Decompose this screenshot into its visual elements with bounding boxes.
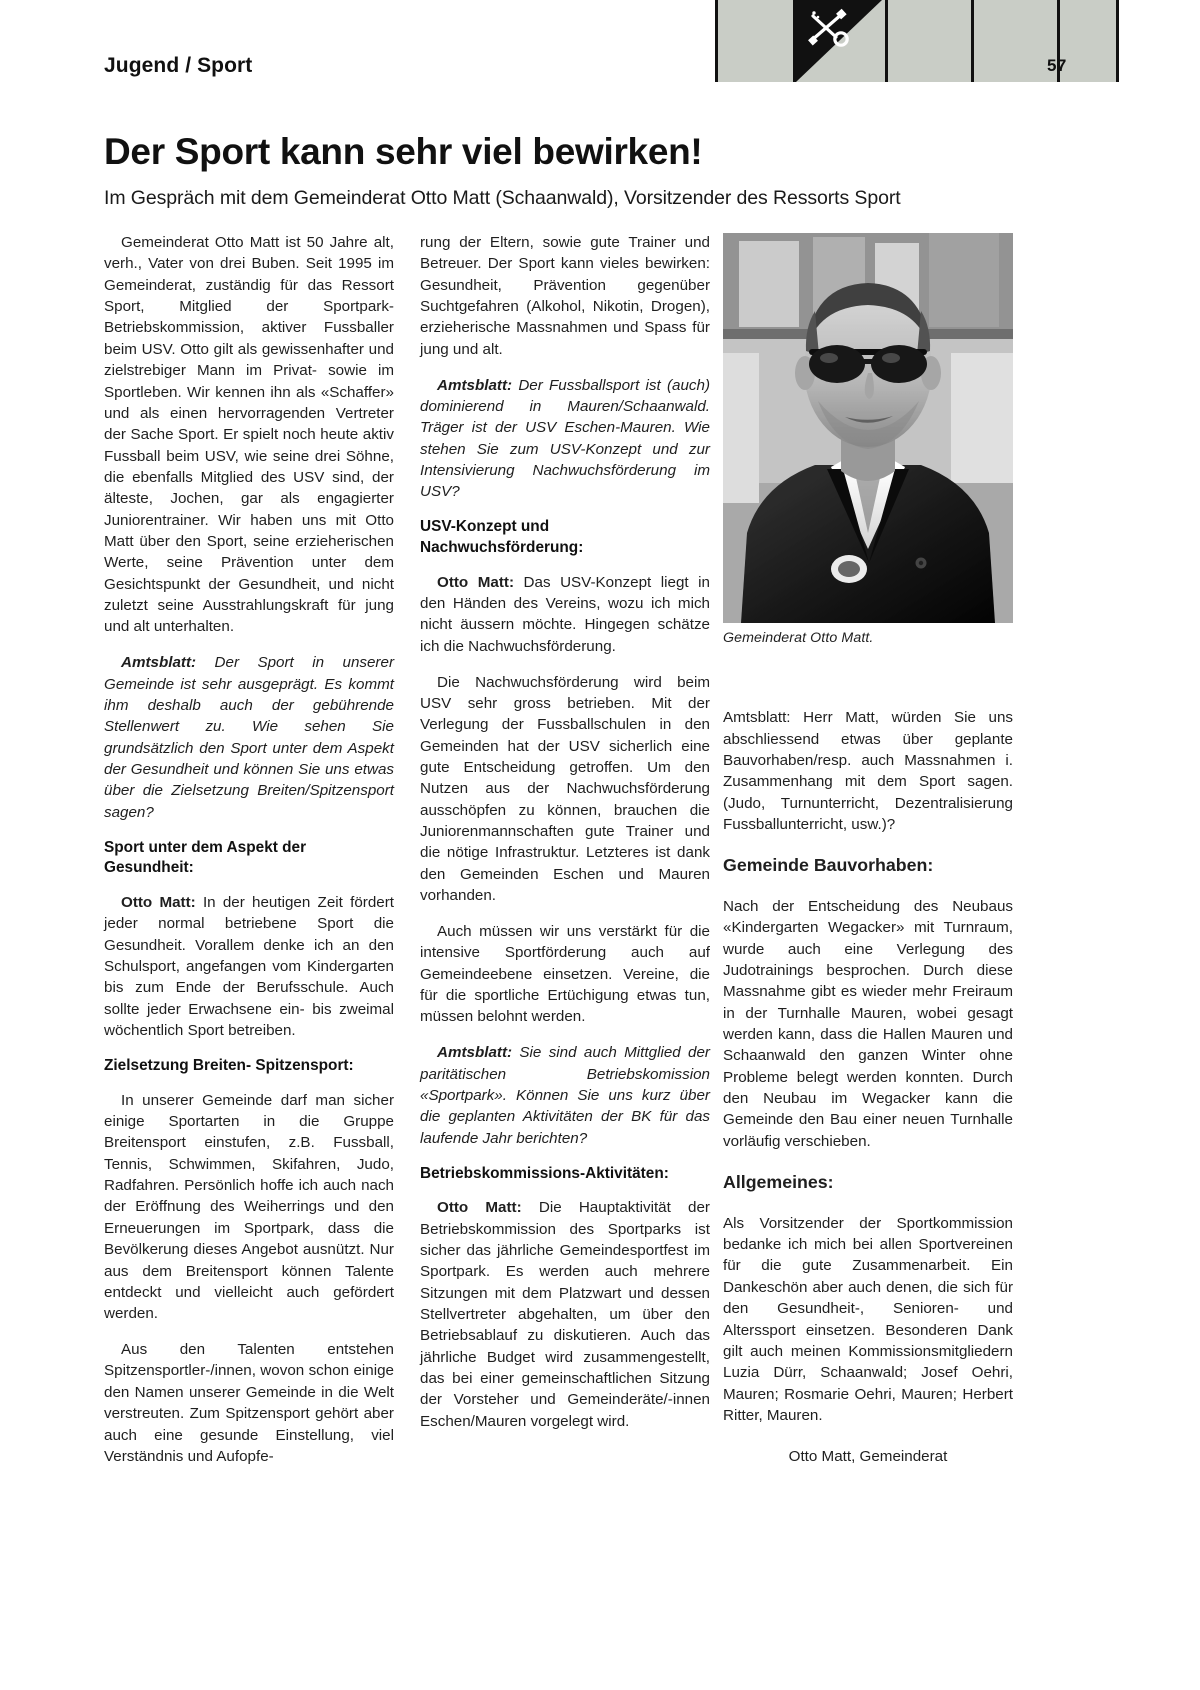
section-heading: Betriebskommissions-Aktivitäten:	[420, 1164, 669, 1182]
article-signature: Otto Matt, Gemeinderat	[788, 1448, 948, 1466]
paragraph: In unserer Gemeinde darf man sicher einige Sportarten in die Gruppe Breitensport einstufen, z.B. Fussball, Tennis, Schwimmen, Skifahren, Judo, Radfahren. Persönlich hoffe ich auch nach der Eröffnung des Weiherrings und den Erneuerungen im Sportpark, dass die Bevölkerung dieses Angebot ausnützt. Nur aus dem Breitensport können Talente entdeckt und vielleicht auch gefördert werden.	[104, 1091, 394, 1323]
paragraph: Nach der Entscheidung des Neubaus «Kindergarten Wegacker» mit Turnraum, wurde auch eine Verlegung des Judotrainings besprochen. Durch diese Massnahme gibt es wieder mehr Freiraum in der Turnhalle Mauren, wobei gesagt werden kann, dass die Hallen Mauren und Schaanwald den ganzen Winter ohne Probleme belegt werden konnten. Durch den Neubau im Wegacker kann die Gemeinde den Bau einer neuen Turnhalle vorläufig verschieben.	[723, 897, 1013, 1150]
article-column-1	[104, 232, 394, 1482]
speaker-label: Otto Matt:	[121, 893, 196, 911]
portrait-photo-block	[723, 233, 1013, 646]
section-heading: Sport unter dem Aspekt der Gesundheit:	[104, 838, 307, 877]
answer-text: Die Hauptaktivität der Betriebskommission des Sportparks ist sicher das jährliche Gemeindesportfest im Sportpark. Es werden auch mehrere Sitzungen mit dem Platzwart und dessen Stellvertreter abgehalten, um über den Betriebsablauf zu diskutieren. Auch das jährliche Budget wird zusammengestellt, das bei einer gemeinschaftlichen Sitzung der Vorsteher und Gemeinderäte/-innen Eschen/Mauren vorgelegt wird.	[420, 1199, 710, 1430]
question-paragraph	[723, 707, 1013, 835]
section-heading: Zielsetzung Breiten- Spitzensport:	[104, 1057, 354, 1074]
section-title: Jugend / Sport	[104, 54, 253, 77]
question-text: Der Sport in unserer Gemeinde ist sehr ausgeprägt. Es kommt ihm deshalb auch der gebührende Stellenwert zu. Wie sehen Sie grundsätzlich den Sport unter dem Aspekt der Gesundheit und können Sie uns etwas über die Zielsetzung Breiten/Spitzensport sagen?	[104, 654, 394, 821]
speaker-label: Amtsblatt:	[723, 709, 791, 727]
speaker-label: Otto Matt:	[437, 573, 515, 591]
speaker-label: Amtsblatt:	[437, 1044, 513, 1062]
banner-divider	[885, 0, 888, 82]
speaker-label: Otto Matt:	[437, 1199, 522, 1217]
answer-paragraph	[420, 1197, 710, 1432]
article-column-2	[420, 232, 710, 1447]
answer-paragraph	[420, 572, 710, 657]
paragraph: Aus den Talenten entstehen Spitzensportler-/innen, wovon schon einige den Namen unserer Gemeinde in die Welt verstreuten. Zum Spitzensport gehört aber auch eine gesunde Einstellung, viel Verständnis und Aufopfe-	[104, 1341, 394, 1465]
banner-divider	[971, 0, 974, 82]
question-text: Der Fussballsport ist (auch) dominierend in Mauren/Schaanwald. Träger ist der USV Eschen-Mauren. Wie stehen Sie zum USV-Konzept und zur Intensivierung Nachwuchsförderung im USV?	[420, 376, 710, 501]
article-column-3	[723, 692, 1013, 1483]
answer-paragraph	[104, 892, 394, 1042]
question-text: Herr Matt, würden Sie uns abschliessend etwas über geplante Bauvorhaben/resp. auch Massnahmen i. Zusammenhang mit dem Sport sagen. (Judo, Turnunterricht, Dezentralisierung Fussballunterricht, usw.)?	[723, 709, 1013, 833]
section-heading: USV-Konzept und Nachwuchsförderung:	[420, 518, 584, 556]
paragraph: Die Nachwuchsförderung wird beim USV sehr gross betrieben. Mit der Verlegung der Fussballschulen in den Gemeinden hat der USV sicherlich eine gute Entscheidung getroffen. Um den Nutzen aus der Nachwuchsförderung ausschöpfen zu können, brauchen die Juniorenmannschaften gute Trainer und die nötige Infrastruktur. Letzteres ist dank den Gemeinden Eschen und Mauren vorhanden.	[420, 673, 710, 905]
answer-text: Das USV-Konzept liegt in den Händen des Vereins, wozu ich mich nicht äussern möchte. Hingegen schätze ich die Nachwuchsförderung.	[420, 573, 710, 655]
banner-divider	[715, 0, 718, 82]
section-heading: Gemeinde Bauvorhaben:	[723, 855, 934, 876]
paragraph: Auch müssen wir uns verstärkt für die intensive Sportförderung auch auf Gemeindeebene einsetzen. Vereine, die für die sportliche Ertüchigung etwas tun, müssen belohnt werden.	[420, 922, 710, 1026]
section-heading: Allgemeines:	[723, 1171, 834, 1192]
paragraph: Als Vorsitzender der Sportkommission bedanke ich mich bei allen Sportvereinen für die gute Zusammenarbeit. Ein Dankeschön aber auch denen, die sich für den Gesundheit-, Senioren- und Alterssport einsetzen. Besonderen Dank gilt auch meinen Kommissionsmitgliedern Luzia Dürr, Schaanwald; Josef Oehri, Mauren; Rosmarie Oehri, Mauren; Herbert Ritter, Mauren.	[723, 1214, 1013, 1424]
question-paragraph	[420, 375, 710, 503]
page-masthead	[0, 0, 1200, 96]
article-subheadline: Im Gespräch mit dem Gemeinderat Otto Matt (Schaanwald), Vorsitzender des Ressorts Sport	[104, 187, 901, 209]
photo-caption: Gemeinderat Otto Matt.	[723, 630, 874, 646]
crossed-tools-icon	[803, 4, 857, 58]
portrait-photo	[723, 233, 1013, 623]
paragraph: rung der Eltern, sowie gute Trainer und Betreuer. Der Sport kann vieles bewirken: Gesundheit, Prävention gegenüber Suchtgefahren (Alkohol, Nikotin, Drogen), erzieherische Massnahmen und Spass für jung und alt.	[420, 234, 710, 358]
banner-divider	[1116, 0, 1119, 82]
speaker-label: Amtsblatt:	[121, 654, 197, 672]
paragraph: Gemeinderat Otto Matt ist 50 Jahre alt, verh., Vater von drei Buben. Seit 1995 im Gemeinderat, zuständig für das Ressort Sport, Mitglied der Sportpark-Betriebskommission, aktiver Fussballer beim USV. Otto gilt als gewissenhafter und zielstrebiger Mann im Privat- sowie im Sportleben. Wir kennen ihn als «Schaffer» und als einen hervorragenden Vertreter der Sache Sport. Er spielt noch heute aktiv Fussball beim USV, wie seine drei Söhne, die ebenfalls Mitglied des USV sind, der älteste, Jochen, gar als engagierter Juniorentrainer. Wir haben uns mit Otto Matt über den Sport, seine erzieherischen Werte, seine Prävention unter dem Gesichtspunkt der Gesundheit, und nicht zuletzt seine Ausstrahlungskraft für jung und alt unterhalten.	[104, 234, 394, 636]
portrait-photo-image	[723, 233, 1013, 623]
question-text: Sie sind auch Mittglied der paritätischen Betriebskomission «Sportpark». Können Sie uns kurz über die geplanten Aktivitäten der BK für das laufende Jahr berichten?	[420, 1044, 710, 1147]
answer-text: In der heutigen Zeit fördert jeder normal betriebene Sport die Gesundheit. Vorallem denke ich an den Schulsport, angefangen vom Kindergarten bis zum Ende der Berufsschule. Auch sollte jeder Erwachsene ein- bis zweimal wöchentlich Sport betreiben.	[104, 893, 394, 1040]
question-paragraph	[420, 1042, 710, 1149]
speaker-label: Amtsblatt:	[437, 376, 513, 394]
page-number: 57	[1047, 56, 1067, 75]
article-headline: Der Sport kann sehr viel bewirken!	[104, 131, 703, 172]
question-paragraph	[104, 652, 394, 823]
